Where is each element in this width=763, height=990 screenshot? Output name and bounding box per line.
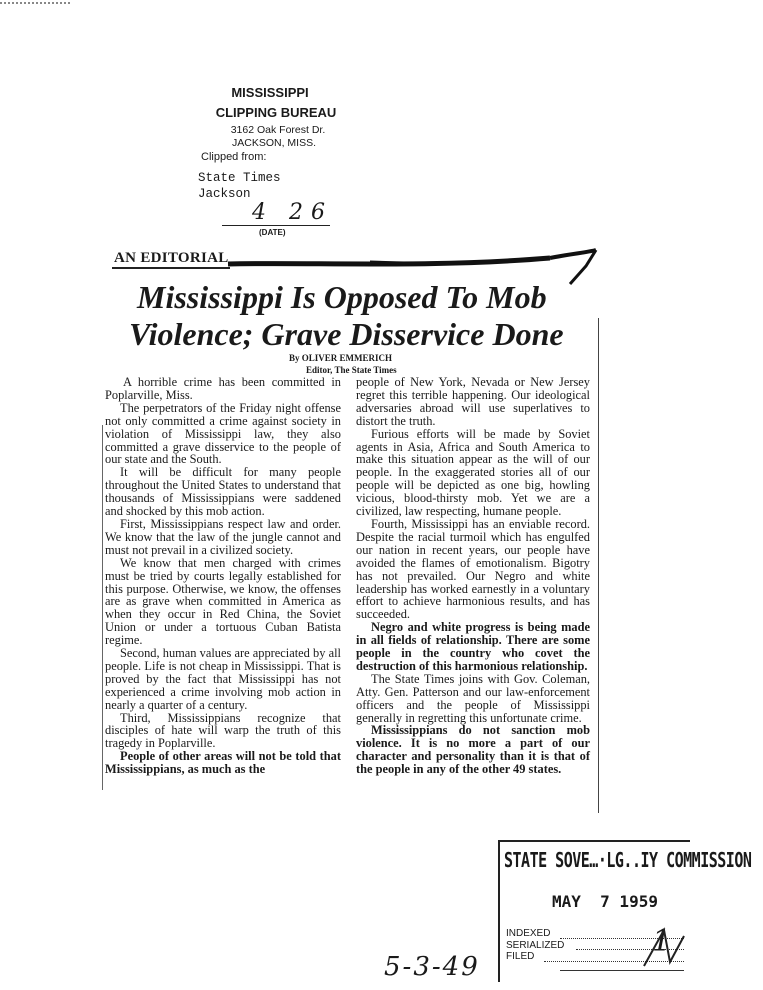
- headline-line1: Mississippi Is Opposed To Mob: [137, 279, 547, 315]
- stamp-filed-label: FILED: [506, 951, 535, 962]
- article-paragraph: It will be difficult for many people throughout the United States to understand that thousands of Mississippians were saddened and shocked by this mob action.: [105, 465, 341, 519]
- clipped-from-label: Clipped from:: [201, 151, 267, 163]
- article-paragraph: Fourth, Mississippi has an enviable record. Despite the racial turmoil which has engulfed our nation in recent years, our people have avoided the flames of emotionalism. Bigotry has not prevailed. Our Negro and white leadership has worked earnestly in a voluntary effort to achieve harmonious results, and has succeeded.: [356, 516, 590, 622]
- section-label: AN EDITORIAL: [114, 250, 229, 266]
- date-underline: [222, 225, 330, 226]
- article-paragraph: people of New York, Nevada or New Jersey regret this terrible happening. Our ideological adversaries abroad will use superlatives to distort the truth.: [356, 375, 590, 428]
- article-paragraph: Third, Mississippians recognize that disciples of hate will warp the truth of this tragedy in Poplarville.: [105, 710, 341, 751]
- perforation-edge: [0, 2, 70, 4]
- left-margin-mark: [102, 425, 103, 790]
- article-paragraph: Negro and white progress is being made in all fields of relationship. There are some people in the country who covet the destruction of this harmonious relationship.: [356, 620, 590, 673]
- article-left-column: [105, 376, 341, 776]
- headline-line2: Violence; Grave Disservice Done: [129, 316, 564, 352]
- article-right-column: [356, 376, 590, 776]
- byline-title: Editor, The State Times: [306, 365, 397, 375]
- date-label: (DATE): [259, 228, 286, 237]
- bureau-address-city: JACKSON, MISS.: [231, 137, 316, 149]
- article-paragraph: We know that men charged with crimes must be tried by courts legally established for this purpose. Otherwise, we know, the offenses are as grave when committed in America as when they occur in Red China, the Soviet Union or under a tortuous Cuban Batista regime.: [105, 555, 341, 648]
- commission-stamp: [498, 840, 752, 982]
- source-city: Jackson: [198, 187, 251, 201]
- article-paragraph: The State Times joins with Gov. Coleman, Atty. Gen. Patterson and our law-enforcement officers and the people of Mississippi generally in regretting this unfortunate crime.: [356, 671, 590, 725]
- bureau-name-line2: CLIPPING BUREAU: [215, 105, 337, 120]
- article-paragraph: Furious efforts will be made by Soviet agents in Asia, Africa and South America to make this situation appear as the will of our people. In the exaggerated stories all of our people will be depicted as one big, howling vicious, blood-thirsty mob. Yet we are a civilized, law respecting, humane people.: [356, 426, 590, 519]
- handwritten-date: 4 26: [252, 200, 333, 225]
- source-paper: State Times: [198, 171, 281, 185]
- handwritten-file-number: 5-3-49: [384, 952, 480, 982]
- stamp-title: STATE SOVE…·LG..IY COMMISSION: [504, 848, 752, 873]
- article-paragraph: People of other areas will not be told that Mississippians, as much as the: [105, 749, 341, 777]
- article-paragraph: The perpetrators of the Friday night offense not only committed a crime against society in violation of Mississippi law, they also committed a grave disservice to the people of our state and the South.: [105, 400, 341, 467]
- stamp-serialized-label: SERIALIZED: [506, 940, 565, 951]
- stamp-handwritten-mark: 1: [652, 924, 672, 959]
- article-paragraph: First, Mississippians respect law and order. We know that the law of the jungle cannot and must not prevail in a civilized society.: [105, 516, 341, 557]
- stamp-handwritten-check: [640, 926, 688, 972]
- article-paragraph: Mississippians do not sanction mob violence. It is no more a part of our character and personality than it is that of the people in any of the other 49 states.: [356, 723, 590, 777]
- bureau-name-line1: MISSISSIPPI: [231, 85, 309, 100]
- byline: By OLIVER EMMERICH: [289, 353, 393, 363]
- stamp-date: MAY 7 1959: [552, 892, 658, 911]
- stamp-indexed-label: INDEXED: [506, 928, 551, 939]
- bureau-address-street: 3162 Oak Forest Dr.: [230, 124, 326, 136]
- article-paragraph: Second, human values are appreciated by all people. Life is not cheap in Mississippi. That is proved by the fact that Mississippi has not experienced a crime involving mob action in nearly a quarter of a century.: [105, 646, 341, 712]
- right-border-rule: [598, 318, 599, 813]
- article-paragraph: A horrible crime has been committed in Poplarville, Miss.: [105, 375, 341, 402]
